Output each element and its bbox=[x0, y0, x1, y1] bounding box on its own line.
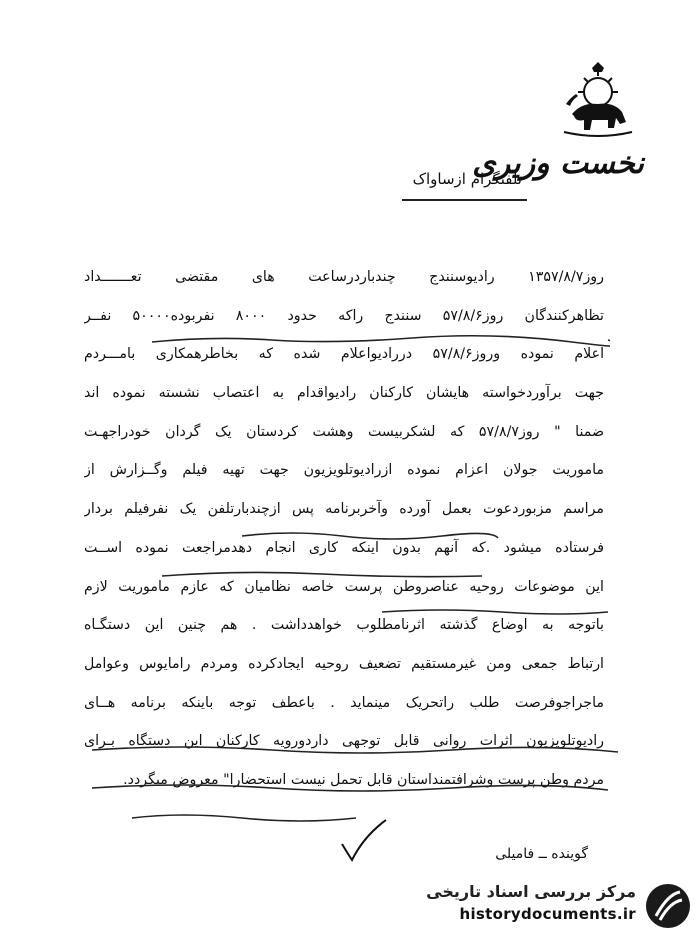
lion-and-sun-emblem bbox=[558, 62, 638, 144]
body-line: مراسم مزبوردعوت بعمل آورده وآخربرنامه پس ازچندبارتلفن یک نفرفیلم بردار bbox=[84, 501, 604, 517]
handwritten-underline bbox=[380, 606, 610, 620]
body-line: ضمنا " روز۵۷/۸/۷ که لشکربیست وهشت کردستان یک گردان خودراجهـت bbox=[84, 424, 604, 440]
ministry-heading: نخست وزیری bbox=[472, 146, 644, 181]
handwritten-checkmark bbox=[340, 818, 388, 862]
signature-line: گوینده ــ فامیلی bbox=[495, 846, 588, 862]
handwritten-underline bbox=[150, 334, 610, 348]
body-line: تظاهرکنندگان روز۵۷/۸/۶ سنندج راکه حدود ۸۰۰۰ نفربوده۵۰۰۰۰ نفــر bbox=[84, 308, 604, 324]
body-line: روز۱۳۵۷/۸/۷ رادیوسنندج چندباردرساعت های مقتضی تعـــــــداد bbox=[84, 269, 604, 285]
handwritten-underline bbox=[160, 568, 490, 582]
watermark-url: historydocuments.ir bbox=[459, 905, 636, 923]
body-line: ماجراجوفرصت طلب راتحریک مینماید . باعطف توجه باینکه برنامه هــای bbox=[84, 695, 604, 711]
body-line: فرستاده میشود .که آنهم بدون اینکه کاری انجام دهدمراجعت نموده اســت bbox=[84, 540, 604, 556]
body-line: ماموریت جولان اعزام نموده ازرادیوتلویزیون جهت تهیه فیلم وگــزارش از bbox=[84, 462, 604, 478]
subject-underline bbox=[402, 199, 527, 201]
watermark-title: مرکز بررسی اسناد تاریخی bbox=[426, 882, 636, 901]
archive-logo-icon bbox=[644, 882, 692, 930]
body-line: باتوجه به اوضاع گذشته اثرنامطلوب خواهدداشت . هم چنین این دستگـاه bbox=[84, 617, 604, 633]
handwritten-underline bbox=[90, 744, 620, 758]
body-line: مردم وطن پرست وشرافتمنداستان قابل تحمل نیست استحضارا" معروض میگردد. bbox=[123, 772, 604, 788]
subject-line: تلفنگرام ازساواک bbox=[412, 170, 522, 188]
handwritten-underline bbox=[90, 782, 610, 796]
body-line: ارتباط جمعی ومن غیرمستقیم تضعیف روحیه ایجادکرده ومردم رامایوس وعوامل bbox=[84, 656, 604, 672]
body-line: این موضوعات روحیه عناصروطن پرست خاصه نظامیان که عازم ماموریت لازم bbox=[84, 579, 604, 595]
body-line: جهت برآوردخواسته هایشان کارکنان رادیواقدام به اعتصاب نشسته نموده اند bbox=[84, 385, 604, 401]
handwritten-underline bbox=[240, 530, 500, 544]
body-line: رادیوتلویزیون اثرات روانی قابل توجهی داردورویه کارکنان این دستگاه بـرای bbox=[84, 733, 604, 749]
body-line: اعلام نموده وروز۵۷/۸/۶ دررادیواعلام شده که بخاطرهمکاری بامـــردم bbox=[84, 346, 604, 362]
archive-watermark bbox=[410, 880, 692, 932]
handwritten-underline bbox=[130, 812, 360, 826]
